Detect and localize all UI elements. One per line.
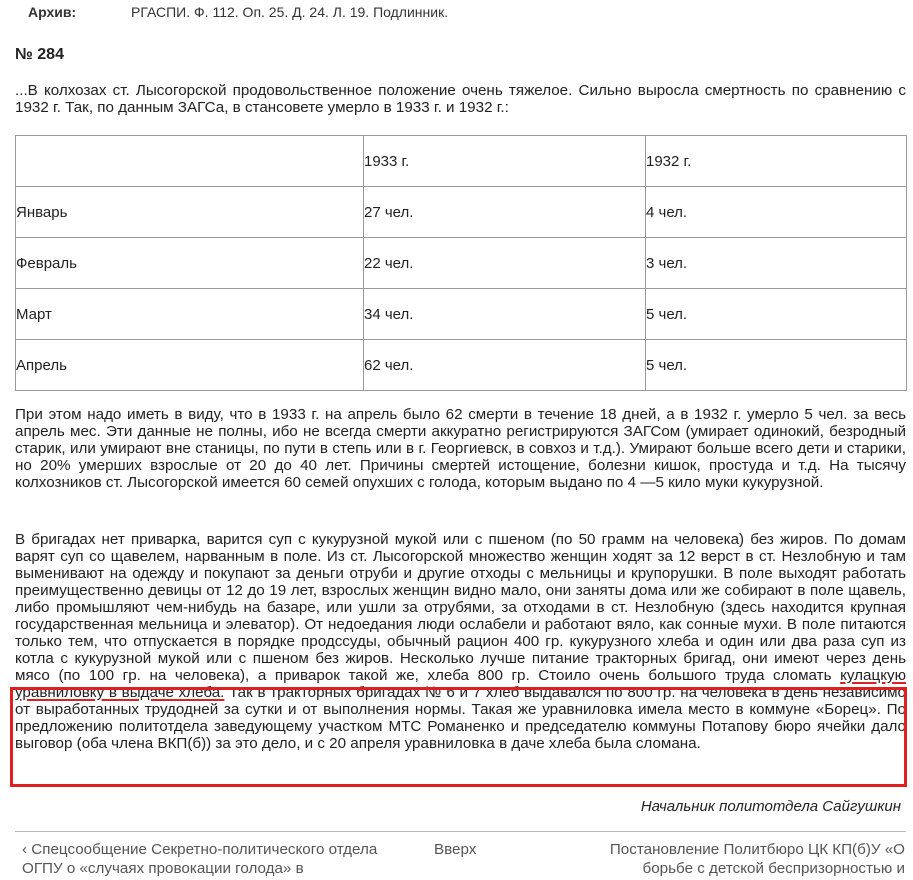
table-cell: 27 чел. [364,187,646,238]
rations-paragraph [15,531,906,752]
table-cell: 5 чел. [646,340,907,391]
footer-divider [15,831,906,832]
rations-text-part1: В бригадах нет приварка, варится суп с кукурузной мукой или с пшеном (по 50 грамм на человека) без жиров. По домам варят суп со щавелем, нарванным в поле. Из ст. Лысогорской множество женщин ходят за 12 верст в ст. Незлобную и там выменивают на одежду и покупают за деньги отруби и другие отходы с мельницы и крупорушки. В поле выходят работать преимущественно девицы от 12 до 19 лет, взрослых женщин видно мало, они заняты дома или же собирают в поле щавель, либо промышляют чем-нибудь на базаре, или ушли за отрубями, за отходами в ст. Незлобную (здесь находится крупная государственная мельница и элеватор). От недоедания люди ослабели и работают вяло, как сонные мухи. В поле питаются только тем, что отпускается в порядке продссуды, обычный рацион 400 гр. кукурузного хлеба и один или два раза суп из котла с кукурузной мукой или с пшеном без жиров. Несколько лучше питание тракторных бригад, они имеют через день мясо (по 100 гр. на человека), а приварок такой же, хлеба 800 гр. Стоило очень большого труда сломать [15,531,906,684]
table-header-row [16,136,907,187]
back-to-top-link[interactable]: Вверх [434,841,477,858]
table-cell: 22 чел. [364,238,646,289]
table-cell: 62 чел. [364,340,646,391]
table-cell-month: Апрель [16,340,364,391]
intro-paragraph: ...В колхозах ст. Лысогорской продовольственное положение очень тяжелое. Сильно выросла смертность по сравнению с 1932 г. Так, по данным ЗАГСа, в стансовете умерло в 1933 г. и 1932 г.: [15,82,906,116]
archive-label: Архив: [28,4,77,20]
table-cell: 34 чел. [364,289,646,340]
table-cell: 5 чел. [646,289,907,340]
rations-text-part2: Так в тракторных бригадах № 6 и 7 хлеб выдавался по 800 гр. на человека в день независимо от выработанных трудодней за сутки и от выполнения нормы. Такая же уравниловка имела место в коммуне «Борец». По предложению политотдела заведующему участком МТС Романенко и председателю коммуны Потапову бюро ячейки дало выговор (оба члена ВКП(б)) за это дело, и с 20 апреля уравниловка в даче хлеба была сломана. [15,684,906,752]
table-cell-month: Январь [16,187,364,238]
table-row [16,238,907,289]
document-number: № 284 [15,46,64,63]
next-document-link[interactable]: Постановление Политбюро ЦК КП(б)У «О борьбе с детской беспризорностью и [609,841,905,877]
table-cell: 3 чел. [646,238,907,289]
table-header-cell [16,136,364,187]
prev-document-link[interactable]: ‹ Спецсообщение Секретно-политического отдела ОГПУ о «случаях провокации голода» в [22,841,378,877]
table-cell: 4 чел. [646,187,907,238]
archive-reference: РГАСПИ. Ф. 112. Оп. 25. Д. 24. Л. 19. Подлинник. [131,4,449,20]
mortality-table [15,135,907,391]
table-cell-month: Февраль [16,238,364,289]
table-header-cell: 1932 г. [646,136,907,187]
table-row [16,289,907,340]
table-header-cell: 1933 г. [364,136,646,187]
table-cell-month: Март [16,289,364,340]
mortality-paragraph: При этом надо иметь в виду, что в 1933 г. на апрель было 62 смерти в течение 18 дней, а в 1932 г. умерло 5 чел. за весь апрель мес. Эти данные не полны, ибо не всегда смерти аккуратно регистрируются ЗАГСом (умирает одинокий, безродный старик, или умирают вне станицы, по пути в степь или в г. Георгиевск, в совхоз и т.д.). Умирают больше всего дети и старики, но 20% умерших взрослые от 20 до 40 лет. Причины смертей истощение, болезни кишок, простуда и т.д. На тысячу колхозников ст. Лысогорской имеется 60 семей опухших с голода, которым выдано по 4 —5 кило муки кукурузной. [15,406,906,491]
table-row [16,340,907,391]
signature: Начальник политотдела Сайгушкин [640,798,901,815]
table-row [16,187,907,238]
underlined-phrase: кулацкую уравниловку в выдаче хлеба. [15,667,906,701]
archive-row [0,0,913,26]
